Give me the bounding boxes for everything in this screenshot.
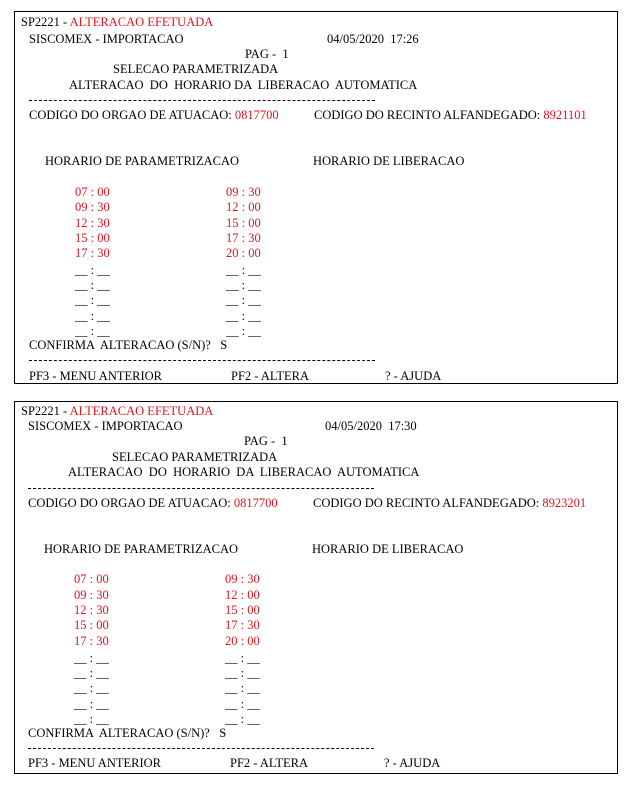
empty-param-slot[interactable]: __ : __: [75, 263, 110, 277]
orgao-code-value[interactable]: 0817700: [234, 108, 279, 122]
divider: [28, 748, 374, 749]
program-code: SP2221: [21, 15, 60, 29]
empty-lib-slot[interactable]: __ : __: [225, 712, 260, 726]
lib-time-field[interactable]: 15 : 00: [225, 603, 260, 617]
terminal-screen-1: [14, 11, 618, 384]
lib-time-field[interactable]: 20 : 00: [226, 246, 261, 260]
terminal-screen-2: [14, 401, 618, 774]
divider: [29, 100, 375, 101]
orgao-code-field: CODIGO DO ORGAO DE ATUACAO: 0817700: [28, 496, 278, 510]
time: 17:26: [390, 32, 419, 46]
help-key[interactable]: ? - AJUDA: [384, 756, 441, 770]
param-time-field[interactable]: 07 : 00: [74, 572, 109, 586]
empty-lib-slot[interactable]: __ : __: [225, 651, 260, 665]
date: 04/05/2020: [325, 419, 382, 433]
empty-param-slot[interactable]: __ : __: [75, 324, 110, 338]
param-column-header: HORARIO DE PARAMETRIZACAO: [45, 154, 239, 168]
empty-lib-slot[interactable]: __ : __: [226, 293, 261, 307]
header-line: SP2221 - ALTERACAO EFETUADA: [21, 404, 214, 418]
screen-subtitle: ALTERACAO DO HORARIO DA LIBERACAO AUTOMATICA: [68, 465, 420, 479]
lib-time-field[interactable]: 17 : 30: [225, 618, 260, 632]
divider: [29, 360, 375, 361]
empty-lib-slot[interactable]: __ : __: [226, 309, 261, 323]
confirm-input[interactable]: S: [219, 726, 227, 740]
help-key[interactable]: ? - AJUDA: [385, 369, 442, 383]
empty-lib-slot[interactable]: __ : __: [225, 697, 260, 711]
lib-column-header: HORARIO DE LIBERACAO: [312, 542, 464, 556]
recinto-code-value[interactable]: 8921101: [543, 108, 587, 122]
recinto-code-field: CODIGO DO RECINTO ALFANDEGADO: 8923201: [313, 496, 587, 510]
lib-time-field[interactable]: 17 : 30: [226, 231, 261, 245]
screen-title: SELECAO PARAMETRIZADA: [113, 62, 279, 76]
param-time-field[interactable]: 17 : 30: [75, 246, 110, 260]
empty-param-slot[interactable]: __ : __: [74, 712, 109, 726]
page-number: 1: [281, 434, 288, 448]
param-time-field[interactable]: 12 : 30: [75, 216, 110, 230]
lib-column-header: HORARIO DE LIBERACAO: [313, 154, 465, 168]
pf3-menu-anterior-key[interactable]: PF3 - MENU ANTERIOR: [29, 369, 162, 383]
empty-lib-slot[interactable]: __ : __: [226, 263, 261, 277]
confirm-prompt: CONFIRMA ALTERACAO (S/N)? S: [29, 338, 228, 352]
lib-time-field[interactable]: 12 : 00: [226, 200, 261, 214]
recinto-code-field: CODIGO DO RECINTO ALFANDEGADO: 8921101: [314, 108, 587, 122]
time: 17:30: [388, 419, 417, 433]
lib-time-field[interactable]: 20 : 00: [225, 634, 260, 648]
lib-time-field[interactable]: 15 : 00: [226, 216, 261, 230]
status-message: ALTERACAO EFETUADA: [69, 404, 214, 418]
divider: [28, 488, 374, 489]
empty-param-slot[interactable]: __ : __: [74, 666, 109, 680]
header-line: SP2221 - ALTERACAO EFETUADA: [21, 15, 214, 29]
empty-param-slot[interactable]: __ : __: [74, 697, 109, 711]
screen-title: SELECAO PARAMETRIZADA: [112, 450, 278, 464]
confirm-input[interactable]: S: [220, 338, 228, 352]
empty-lib-slot[interactable]: __ : __: [226, 278, 261, 292]
param-time-field[interactable]: 12 : 30: [74, 603, 109, 617]
param-time-field[interactable]: 15 : 00: [75, 231, 110, 245]
recinto-code-value[interactable]: 8923201: [542, 496, 587, 510]
lib-time-field[interactable]: 09 : 30: [226, 185, 261, 199]
empty-param-slot[interactable]: __ : __: [75, 309, 110, 323]
system-name: SISCOMEX - IMPORTACAO: [29, 32, 184, 46]
param-time-field[interactable]: 09 : 30: [75, 200, 110, 214]
lib-time-field[interactable]: 12 : 00: [225, 588, 260, 602]
empty-param-slot[interactable]: __ : __: [75, 293, 110, 307]
lib-time-field[interactable]: 09 : 30: [225, 572, 260, 586]
param-time-field[interactable]: 15 : 00: [74, 618, 109, 632]
param-time-field[interactable]: 07 : 00: [75, 185, 110, 199]
empty-param-slot[interactable]: __ : __: [74, 681, 109, 695]
date: 04/05/2020: [327, 32, 384, 46]
empty-lib-slot[interactable]: __ : __: [225, 666, 260, 680]
page-indicator: PAG - 1: [245, 47, 289, 61]
orgao-code-value[interactable]: 0817700: [233, 496, 278, 510]
param-time-field[interactable]: 17 : 30: [74, 634, 109, 648]
pf3-menu-anterior-key[interactable]: PF3 - MENU ANTERIOR: [28, 756, 161, 770]
confirm-prompt: CONFIRMA ALTERACAO (S/N)? S: [28, 726, 227, 740]
page-number: 1: [282, 47, 289, 61]
param-time-field[interactable]: 09 : 30: [74, 588, 109, 602]
program-code: SP2221: [21, 404, 60, 418]
empty-lib-slot[interactable]: __ : __: [226, 324, 261, 338]
pf2-altera-key[interactable]: PF2 - ALTERA: [231, 369, 310, 383]
param-column-header: HORARIO DE PARAMETRIZACAO: [44, 542, 238, 556]
date-time: [327, 32, 419, 46]
date-time: [325, 419, 417, 433]
system-name: SISCOMEX - IMPORTACAO: [28, 419, 183, 433]
empty-lib-slot[interactable]: __ : __: [225, 681, 260, 695]
screen-subtitle: ALTERACAO DO HORARIO DA LIBERACAO AUTOMATICA: [69, 78, 418, 92]
orgao-code-field: CODIGO DO ORGAO DE ATUACAO: 0817700: [29, 108, 279, 122]
empty-param-slot[interactable]: __ : __: [74, 651, 109, 665]
page-indicator: PAG - 1: [244, 434, 288, 448]
pf2-altera-key[interactable]: PF2 - ALTERA: [230, 756, 309, 770]
empty-param-slot[interactable]: __ : __: [75, 278, 110, 292]
status-message: ALTERACAO EFETUADA: [69, 15, 214, 29]
